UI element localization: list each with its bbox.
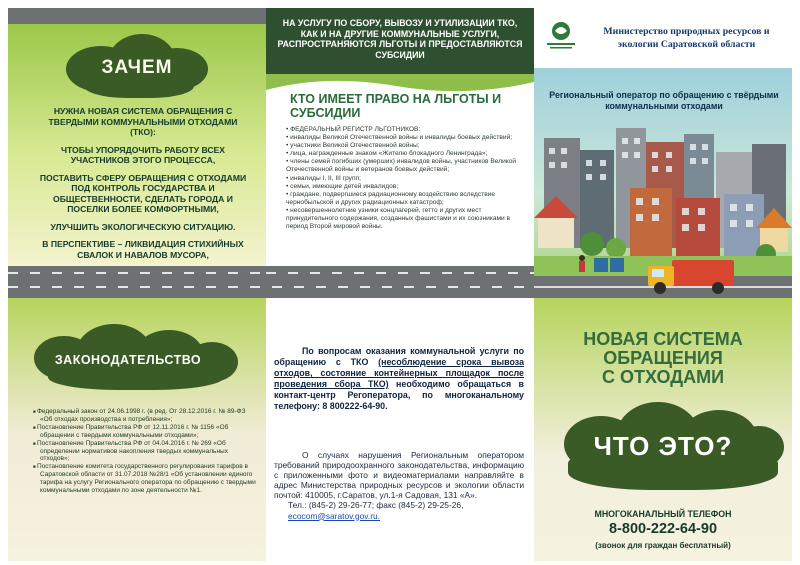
benefits-list <box>286 126 524 231</box>
why-panel <box>8 8 266 280</box>
list-item: • инвалиды Великой Отечественной войны и инвалиды боевых действий; <box>286 134 524 142</box>
complaint-text <box>274 450 524 521</box>
contact-underlined-text: (несоблюдение срока вывоза отходов, состояние контейнерных площадок после проведения сбора ТКО) <box>274 357 525 390</box>
what-is-it-heading: ЧТО ЭТО? <box>593 431 733 461</box>
contact-panel <box>266 298 534 561</box>
list-item: • участники Великой Отечественной войны; <box>286 142 524 150</box>
why-paragraph: ЧТОБЫ УПОРЯДОЧИТЬ РАБОТУ ВСЕХ УЧАСТНИКОВ ЭТОГО ПРОЦЕССА, <box>60 144 226 165</box>
title-line: НОВАЯ СИСТЕМА <box>583 329 743 349</box>
legislation-list <box>33 408 258 495</box>
list-item: • инвалиды I, II, III групп; <box>286 175 524 183</box>
contact-text: необходимо обращаться в контакт-центр Регоператора, по многоканальному телефону: 8 800222-64-90. <box>274 379 524 412</box>
list-item: ■ Постановление Правительства РФ от 12.11.2016 г. № 1156 «Об обращении с твердыми коммунальными отходами»; <box>33 424 258 440</box>
new-system-title <box>534 330 792 387</box>
why-paragraph: УЛУЧШИТЬ ЭКОЛОГИЧЕСКУЮ СИТУАЦИЮ. <box>50 221 236 232</box>
hotline-number[interactable]: 8-800-222-64-90 <box>608 521 718 537</box>
who-top-text: НА УСЛУГУ ПО СБОРУ, ВЫВОЗУ И УТИЛИЗАЦИИ ТКО, КАК И НА ДРУГИЕ КОММУНАЛЬНЫЕ УСЛУГИ, РАСПРОСТРАНЯЮТСЯ ЛЬГОТЫ И ПРЕДОСТАВЛЯЮТСЯ СУБСИДИИ <box>277 18 523 60</box>
who-title: КТО ИМЕЕТ ПРАВО НА ЛЬГОТЫ И СУБСИДИИ <box>290 92 502 120</box>
list-item: ■ Постановление комитета государственного регулирования тарифов в Саратовской области от 31.07.2018 №28/1 «Об установлении единого тарифа на услугу Регионального оператора по обращению с твердыми коммунальными отходами по зоне деятельности №1. <box>33 463 258 495</box>
operator-note: Региональный оператор по обращению с твёрдыми коммунальными отходами <box>549 90 779 111</box>
list-item: • лица, награжденные знаком «Жителю блокадного Ленинграда»; <box>286 150 524 158</box>
road-strip <box>8 266 266 280</box>
new-system-panel <box>534 298 792 561</box>
why-paragraph: ПОСТАВИТЬ СФЕРУ ОБРАЩЕНИЯ С ОТХОДАМИ ПОД КОНТРОЛЬ ГОСУДАРСТВА И ОБЩЕСТВЕННОСТИ, СДЕЛАТЬ ГОРОДА И ПОСЕЛКИ БОЛЕЕ КОМФОРТНЫМИ, <box>39 172 247 214</box>
list-item: • семьи, имеющие детей инвалидов; <box>286 183 524 191</box>
list-item: • ФЕДЕРАЛЬНЫЙ РЕГИСТР ЛЬГОТНИКОВ: <box>286 126 524 134</box>
hotline-label: МНОГОКАНАЛЬНЫЙ ТЕЛЕФОН <box>594 509 732 519</box>
road-strip <box>8 280 534 298</box>
road-strip <box>266 266 534 280</box>
ministry-logo-icon <box>544 20 578 50</box>
operator-panel <box>534 8 792 298</box>
phone-line: Тел.: (845-2) 29-26-77; факс (845-2) 29-25-26, <box>288 500 464 511</box>
email-line <box>274 511 524 521</box>
contact-text: По вопросам оказания коммунальной услуги по обращению с ТКО <box>274 346 524 368</box>
why-title: ЗАЧЕМ <box>101 57 173 78</box>
title-line: С ОТХОДАМИ <box>601 367 725 387</box>
why-paragraph: В ПЕРСПЕКТИВЕ – ЛИКВИДАЦИЯ СТИХИЙНЫХ СВАЛОК И НАВАЛОВ МУСОРА, <box>42 239 244 260</box>
list-item: • члены семей погибших (умерших) инвалидов войны, участников Великой Отечественной войны и ветеранов боевых действий; <box>286 158 524 174</box>
contact-main-text <box>274 346 524 413</box>
list-item: • граждане, подвергшиеся радиационному воздействию вследствие чернобыльской и других радиационных катастроф; <box>286 191 524 207</box>
title-line: ОБРАЩЕНИЯ <box>603 348 723 368</box>
hotline-note: (звонок для граждан бесплатный) <box>595 541 731 550</box>
complaint-body: О случаях нарушения Региональным оператором требований природоохранного законодательства, информацию с приложенными фото и видеоматериалами направляйте в адрес Министерства природных ресурсов и экологии области почтой: 410005, г.Саратов, ул.1-я Садовая, 131 «А». <box>274 450 524 501</box>
email-link[interactable]: ecocom@saratov.gov.ru. <box>288 510 380 521</box>
list-item: ■ Постановление Правительства РФ от 04.04.2016 г. № 269 «Об определении нормативов накопления твердых коммунальных отходов»; <box>33 440 258 464</box>
list-item: • несовершеннолетние узники концлагерей, гетто и других мест принудительного содержания, созданных фашистами и их союзниками в период Второй мировой войны. <box>286 207 524 231</box>
list-item: ■ Федеральный закон от 24.06.1998 г. (в ред. От 28.12.2016 г. № 89-ФЗ «Об отходах производства и потребления»; <box>33 408 258 424</box>
ministry-title: Министерство природных ресурсов и экологии Саратовской области <box>603 26 770 50</box>
legislation-title: ЗАКОНОДАТЕЛЬСТВО <box>54 353 202 367</box>
who-panel <box>266 8 534 280</box>
legislation-panel <box>8 298 266 561</box>
why-paragraph: НУЖНА НОВАЯ СИСТЕМА ОБРАЩЕНИЯ С ТВЕРДЫМИ КОММУНАЛЬНЫМИ ОТХОДАМИ (ТКО): <box>48 106 238 137</box>
